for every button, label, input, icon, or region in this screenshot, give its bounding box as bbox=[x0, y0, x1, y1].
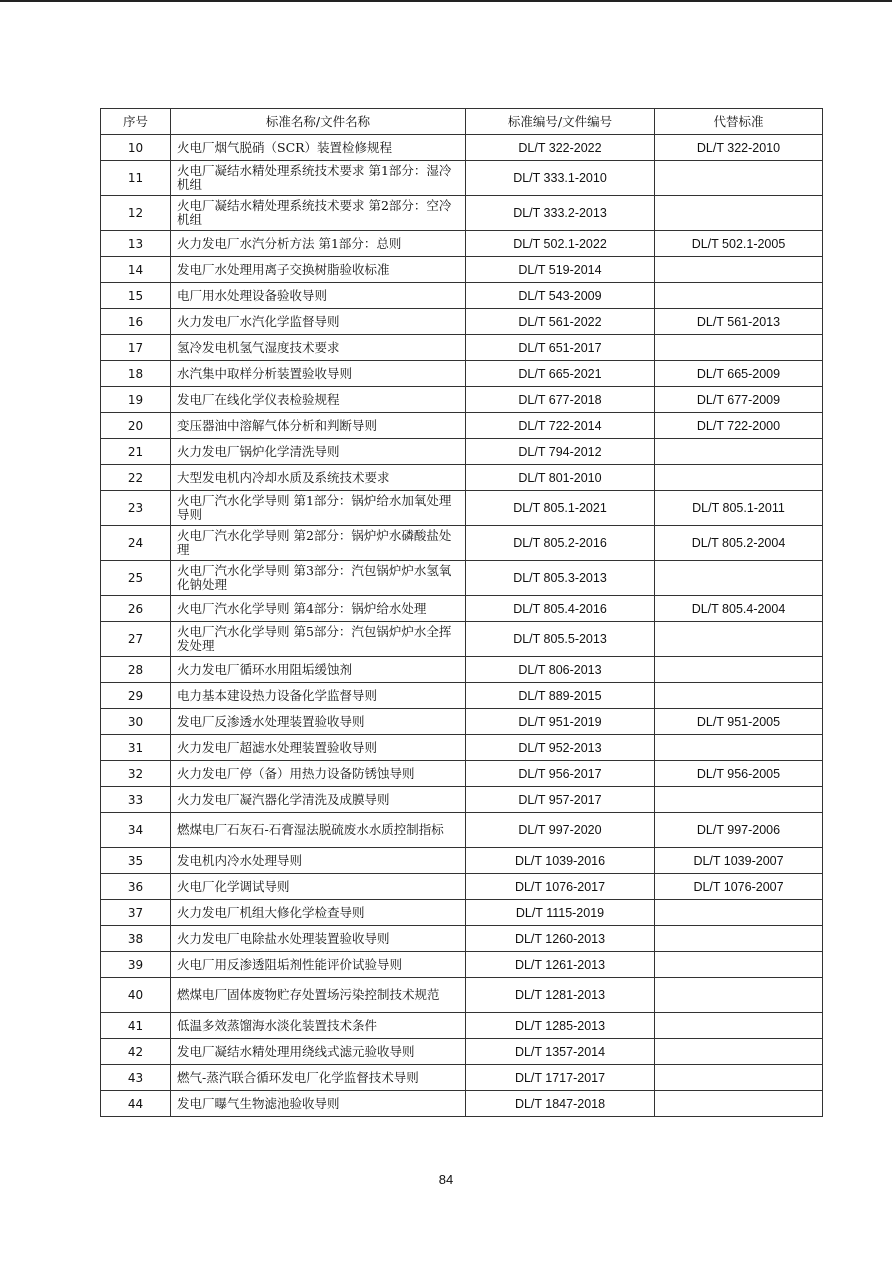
row-standard-code: DL/T 665-2021 bbox=[466, 361, 655, 387]
header-standard-code: 标准编号/文件编号 bbox=[466, 109, 655, 135]
row-serial-no: 44 bbox=[101, 1091, 171, 1117]
row-standard-name: 电厂用水处理设备验收导则 bbox=[171, 283, 466, 309]
table-row bbox=[101, 787, 823, 813]
row-replaced-standard: DL/T 951-2005 bbox=[655, 709, 823, 735]
row-serial-no: 28 bbox=[101, 657, 171, 683]
table-row bbox=[101, 465, 823, 491]
row-replaced-standard: DL/T 997-2006 bbox=[655, 813, 823, 848]
row-standard-name: 火电厂汽水化学导则 第5部分：汽包锅炉炉水全挥发处理 bbox=[171, 622, 466, 657]
table-row bbox=[101, 657, 823, 683]
row-standard-name: 火力发电厂停（备）用热力设备防锈蚀导则 bbox=[171, 761, 466, 787]
row-standard-code: DL/T 561-2022 bbox=[466, 309, 655, 335]
row-replaced-standard bbox=[655, 257, 823, 283]
row-standard-name: 火力发电厂循环水用阻垢缓蚀剂 bbox=[171, 657, 466, 683]
row-standard-name: 燃气-蒸汽联合循环发电厂化学监督技术导则 bbox=[171, 1065, 466, 1091]
row-standard-code: DL/T 794-2012 bbox=[466, 439, 655, 465]
row-replaced-standard bbox=[655, 683, 823, 709]
row-standard-code: DL/T 805.1-2021 bbox=[466, 491, 655, 526]
row-standard-name: 氢冷发电机氢气湿度技术要求 bbox=[171, 335, 466, 361]
row-standard-code: DL/T 997-2020 bbox=[466, 813, 655, 848]
table-row bbox=[101, 1039, 823, 1065]
table-header-row bbox=[101, 109, 823, 135]
table-row bbox=[101, 283, 823, 309]
document-page bbox=[100, 108, 822, 1117]
table-row bbox=[101, 952, 823, 978]
table-row bbox=[101, 231, 823, 257]
table-row bbox=[101, 387, 823, 413]
row-standard-code: DL/T 956-2017 bbox=[466, 761, 655, 787]
table-row bbox=[101, 874, 823, 900]
row-standard-code: DL/T 1260-2013 bbox=[466, 926, 655, 952]
table-row bbox=[101, 335, 823, 361]
row-standard-name: 火电厂凝结水精处理系统技术要求 第1部分：湿冷机组 bbox=[171, 161, 466, 196]
row-standard-name: 变压器油中溶解气体分析和判断导则 bbox=[171, 413, 466, 439]
table-row bbox=[101, 813, 823, 848]
row-serial-no: 29 bbox=[101, 683, 171, 709]
row-standard-name: 电力基本建设热力设备化学监督导则 bbox=[171, 683, 466, 709]
table-row bbox=[101, 257, 823, 283]
row-replaced-standard bbox=[655, 1091, 823, 1117]
row-replaced-standard bbox=[655, 900, 823, 926]
row-standard-code: DL/T 651-2017 bbox=[466, 335, 655, 361]
row-replaced-standard: DL/T 805.4-2004 bbox=[655, 596, 823, 622]
row-serial-no: 18 bbox=[101, 361, 171, 387]
row-standard-code: DL/T 543-2009 bbox=[466, 283, 655, 309]
row-serial-no: 15 bbox=[101, 283, 171, 309]
table-row bbox=[101, 1065, 823, 1091]
row-replaced-standard: DL/T 805.1-2011 bbox=[655, 491, 823, 526]
row-replaced-standard: DL/T 722-2000 bbox=[655, 413, 823, 439]
row-standard-name: 发电机内冷水处理导则 bbox=[171, 848, 466, 874]
row-serial-no: 31 bbox=[101, 735, 171, 761]
row-standard-name: 火力发电厂机组大修化学检查导则 bbox=[171, 900, 466, 926]
row-replaced-standard bbox=[655, 787, 823, 813]
row-standard-code: DL/T 1847-2018 bbox=[466, 1091, 655, 1117]
row-replaced-standard bbox=[655, 335, 823, 361]
row-serial-no: 42 bbox=[101, 1039, 171, 1065]
row-serial-no: 24 bbox=[101, 526, 171, 561]
row-serial-no: 40 bbox=[101, 978, 171, 1013]
table-row bbox=[101, 1091, 823, 1117]
table-row bbox=[101, 309, 823, 335]
row-standard-code: DL/T 333.2-2013 bbox=[466, 196, 655, 231]
row-serial-no: 35 bbox=[101, 848, 171, 874]
row-replaced-standard: DL/T 1076-2007 bbox=[655, 874, 823, 900]
row-replaced-standard: DL/T 805.2-2004 bbox=[655, 526, 823, 561]
table-row bbox=[101, 683, 823, 709]
table-row bbox=[101, 491, 823, 526]
row-standard-name: 火力发电厂超滤水处理装置验收导则 bbox=[171, 735, 466, 761]
row-standard-code: DL/T 1115-2019 bbox=[466, 900, 655, 926]
table-row bbox=[101, 926, 823, 952]
row-standard-name: 火力发电厂凝汽器化学清洗及成膜导则 bbox=[171, 787, 466, 813]
row-standard-name: 火电厂烟气脱硝（SCR）装置检修规程 bbox=[171, 135, 466, 161]
row-replaced-standard: DL/T 322-2010 bbox=[655, 135, 823, 161]
row-replaced-standard bbox=[655, 657, 823, 683]
table-row bbox=[101, 561, 823, 596]
row-replaced-standard: DL/T 1039-2007 bbox=[655, 848, 823, 874]
row-serial-no: 22 bbox=[101, 465, 171, 491]
row-replaced-standard bbox=[655, 926, 823, 952]
row-standard-code: DL/T 805.2-2016 bbox=[466, 526, 655, 561]
row-standard-code: DL/T 805.3-2013 bbox=[466, 561, 655, 596]
row-standard-name: 火电厂汽水化学导则 第4部分：锅炉给水处理 bbox=[171, 596, 466, 622]
row-replaced-standard bbox=[655, 952, 823, 978]
row-replaced-standard bbox=[655, 1013, 823, 1039]
row-standard-code: DL/T 806-2013 bbox=[466, 657, 655, 683]
row-serial-no: 19 bbox=[101, 387, 171, 413]
row-standard-name: 燃煤电厂固体废物贮存处置场污染控制技术规范 bbox=[171, 978, 466, 1013]
row-standard-name: 发电厂反渗透水处理装置验收导则 bbox=[171, 709, 466, 735]
row-replaced-standard: DL/T 956-2005 bbox=[655, 761, 823, 787]
table-row bbox=[101, 761, 823, 787]
table-row bbox=[101, 735, 823, 761]
row-standard-code: DL/T 805.5-2013 bbox=[466, 622, 655, 657]
row-replaced-standard bbox=[655, 622, 823, 657]
row-serial-no: 12 bbox=[101, 196, 171, 231]
row-standard-name: 燃煤电厂石灰石-石膏湿法脱硫废水水质控制指标 bbox=[171, 813, 466, 848]
row-serial-no: 13 bbox=[101, 231, 171, 257]
row-standard-name: 火电厂用反渗透阻垢剂性能评价试验导则 bbox=[171, 952, 466, 978]
row-standard-name: 发电厂水处理用离子交换树脂验收标准 bbox=[171, 257, 466, 283]
row-serial-no: 11 bbox=[101, 161, 171, 196]
table-row bbox=[101, 526, 823, 561]
row-standard-name: 火电厂汽水化学导则 第3部分：汽包锅炉炉水氢氧化钠处理 bbox=[171, 561, 466, 596]
row-standard-name: 火力发电厂锅炉化学清洗导则 bbox=[171, 439, 466, 465]
table-row bbox=[101, 413, 823, 439]
row-replaced-standard bbox=[655, 1065, 823, 1091]
row-standard-code: DL/T 519-2014 bbox=[466, 257, 655, 283]
table-row bbox=[101, 848, 823, 874]
table-row bbox=[101, 196, 823, 231]
row-replaced-standard bbox=[655, 283, 823, 309]
row-serial-no: 25 bbox=[101, 561, 171, 596]
row-standard-code: DL/T 1717-2017 bbox=[466, 1065, 655, 1091]
row-standard-name: 火力发电厂电除盐水处理装置验收导则 bbox=[171, 926, 466, 952]
header-standard-name: 标准名称/文件名称 bbox=[171, 109, 466, 135]
row-standard-name: 大型发电机内冷却水质及系统技术要求 bbox=[171, 465, 466, 491]
row-replaced-standard: DL/T 502.1-2005 bbox=[655, 231, 823, 257]
row-serial-no: 14 bbox=[101, 257, 171, 283]
row-replaced-standard bbox=[655, 161, 823, 196]
row-standard-code: DL/T 957-2017 bbox=[466, 787, 655, 813]
row-standard-name: 火力发电厂水汽分析方法 第1部分：总则 bbox=[171, 231, 466, 257]
table-row bbox=[101, 439, 823, 465]
row-standard-name: 火电厂凝结水精处理系统技术要求 第2部分：空冷机组 bbox=[171, 196, 466, 231]
row-standard-code: DL/T 805.4-2016 bbox=[466, 596, 655, 622]
row-standard-name: 火电厂化学调试导则 bbox=[171, 874, 466, 900]
row-serial-no: 39 bbox=[101, 952, 171, 978]
row-replaced-standard bbox=[655, 1039, 823, 1065]
row-standard-code: DL/T 951-2019 bbox=[466, 709, 655, 735]
row-standard-code: DL/T 322-2022 bbox=[466, 135, 655, 161]
header-replaced-standard: 代替标准 bbox=[655, 109, 823, 135]
row-replaced-standard bbox=[655, 735, 823, 761]
row-serial-no: 27 bbox=[101, 622, 171, 657]
row-standard-name: 火电厂汽水化学导则 第1部分：锅炉给水加氧处理导则 bbox=[171, 491, 466, 526]
row-serial-no: 33 bbox=[101, 787, 171, 813]
row-standard-code: DL/T 1281-2013 bbox=[466, 978, 655, 1013]
row-standard-name: 火力发电厂水汽化学监督导则 bbox=[171, 309, 466, 335]
table-row bbox=[101, 622, 823, 657]
row-replaced-standard: DL/T 677-2009 bbox=[655, 387, 823, 413]
row-standard-name: 低温多效蒸馏海水淡化装置技术条件 bbox=[171, 1013, 466, 1039]
row-replaced-standard bbox=[655, 561, 823, 596]
row-standard-code: DL/T 952-2013 bbox=[466, 735, 655, 761]
row-serial-no: 10 bbox=[101, 135, 171, 161]
row-standard-code: DL/T 677-2018 bbox=[466, 387, 655, 413]
table-row bbox=[101, 900, 823, 926]
standards-table bbox=[100, 108, 823, 1117]
row-serial-no: 43 bbox=[101, 1065, 171, 1091]
row-replaced-standard bbox=[655, 978, 823, 1013]
row-serial-no: 21 bbox=[101, 439, 171, 465]
row-serial-no: 17 bbox=[101, 335, 171, 361]
row-serial-no: 26 bbox=[101, 596, 171, 622]
row-standard-name: 火电厂汽水化学导则 第2部分：锅炉炉水磷酸盐处理 bbox=[171, 526, 466, 561]
row-serial-no: 38 bbox=[101, 926, 171, 952]
row-serial-no: 34 bbox=[101, 813, 171, 848]
top-border bbox=[0, 0, 892, 2]
table-row bbox=[101, 1013, 823, 1039]
row-standard-name: 发电厂曝气生物滤池验收导则 bbox=[171, 1091, 466, 1117]
row-standard-code: DL/T 1285-2013 bbox=[466, 1013, 655, 1039]
header-serial-no: 序号 bbox=[101, 109, 171, 135]
row-standard-code: DL/T 1261-2013 bbox=[466, 952, 655, 978]
table-row bbox=[101, 161, 823, 196]
page-number: 84 bbox=[438, 1172, 454, 1187]
row-serial-no: 37 bbox=[101, 900, 171, 926]
row-replaced-standard bbox=[655, 196, 823, 231]
table-row bbox=[101, 978, 823, 1013]
row-standard-name: 水汽集中取样分析装置验收导则 bbox=[171, 361, 466, 387]
table-row bbox=[101, 135, 823, 161]
row-standard-code: DL/T 1076-2017 bbox=[466, 874, 655, 900]
row-serial-no: 23 bbox=[101, 491, 171, 526]
row-replaced-standard bbox=[655, 465, 823, 491]
row-replaced-standard bbox=[655, 439, 823, 465]
row-standard-name: 发电厂凝结水精处理用绕线式滤元验收导则 bbox=[171, 1039, 466, 1065]
row-serial-no: 32 bbox=[101, 761, 171, 787]
row-serial-no: 36 bbox=[101, 874, 171, 900]
row-serial-no: 30 bbox=[101, 709, 171, 735]
table-row bbox=[101, 596, 823, 622]
row-serial-no: 16 bbox=[101, 309, 171, 335]
row-standard-code: DL/T 1039-2016 bbox=[466, 848, 655, 874]
row-standard-name: 发电厂在线化学仪表检验规程 bbox=[171, 387, 466, 413]
row-standard-code: DL/T 889-2015 bbox=[466, 683, 655, 709]
row-replaced-standard: DL/T 665-2009 bbox=[655, 361, 823, 387]
row-serial-no: 20 bbox=[101, 413, 171, 439]
row-standard-code: DL/T 333.1-2010 bbox=[466, 161, 655, 196]
row-replaced-standard: DL/T 561-2013 bbox=[655, 309, 823, 335]
row-standard-code: DL/T 502.1-2022 bbox=[466, 231, 655, 257]
table-row bbox=[101, 361, 823, 387]
row-standard-code: DL/T 722-2014 bbox=[466, 413, 655, 439]
table-row bbox=[101, 709, 823, 735]
row-standard-code: DL/T 801-2010 bbox=[466, 465, 655, 491]
row-standard-code: DL/T 1357-2014 bbox=[466, 1039, 655, 1065]
row-serial-no: 41 bbox=[101, 1013, 171, 1039]
